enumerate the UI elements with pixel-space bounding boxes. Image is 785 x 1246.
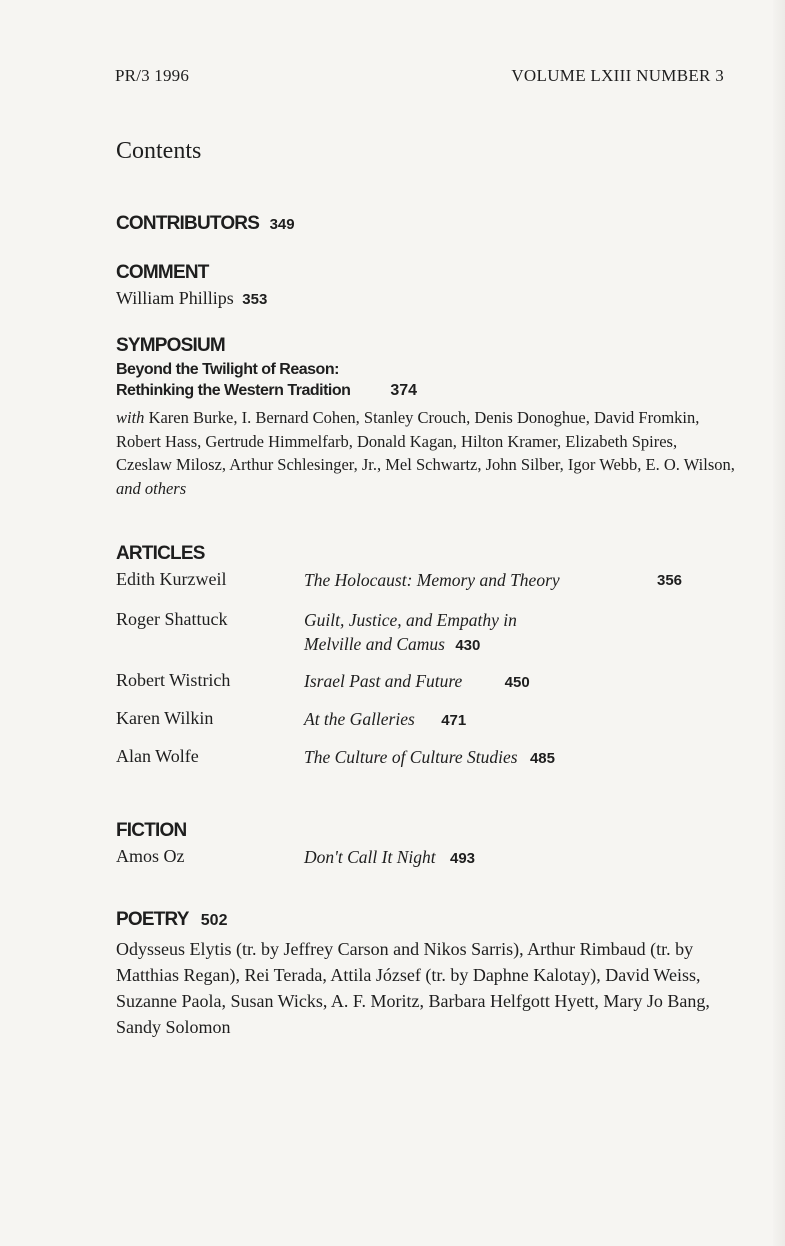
with-label: with xyxy=(116,408,145,427)
article-page: 430 xyxy=(455,637,481,654)
symposium-subtitle-line2 xyxy=(116,382,417,400)
symposium-participants xyxy=(116,406,736,500)
article-author: Edith Kurzweil xyxy=(116,569,227,589)
fiction-title-text: Don't Call It Night xyxy=(304,847,436,867)
contributors-heading xyxy=(116,213,295,235)
article-author: Karen Wilkin xyxy=(116,708,214,728)
articles-heading: ARTICLES xyxy=(116,543,205,564)
fiction-title xyxy=(304,846,475,870)
article-title xyxy=(304,569,560,592)
symposium-subtitle-text: Rethinking the Western Tradition xyxy=(116,382,351,399)
contributors-page: 349 xyxy=(269,216,295,233)
poetry-contributors: Odysseus Elytis (tr. by Jeffrey Carson and Nikos Sarris), Arthur Rimbaud (tr. by Matthias Regan), Rei Terada, Attila József (tr. by Daphne Kalotay), David Weiss, Suzanne Paola, Susan Wicks, A. F. Moritz, Barbara Helfgott Hyett, Mary Jo Bang, Sandy Solomon xyxy=(116,939,710,1037)
article-title-line1: Guilt, Justice, and Empathy in xyxy=(304,610,517,630)
poetry-page: 502 xyxy=(200,912,228,929)
article-title-text: Melville and Camus xyxy=(304,634,445,654)
article-page: 450 xyxy=(504,674,530,691)
article-title-text: At the Galleries xyxy=(304,709,415,729)
volume-label: VOLUME LXIII NUMBER 3 xyxy=(511,66,724,85)
issue-label: PR/3 1996 xyxy=(115,66,190,85)
participants-list: Karen Burke, I. Bernard Cohen, Stanley Crouch, Denis Donoghue, David Fromkin, Robert Hass, Gertrude Himmelfarb, Donald Kagan, Hilton Kramer, Elizabeth Spires, Czeslaw Milosz, Arthur Schlesinger, Jr., Mel Schwartz, John Silber, Igor Webb, E. O. Wilson, xyxy=(116,408,735,474)
symposium-heading: SYMPOSIUM xyxy=(116,335,225,356)
article-author: Alan Wolfe xyxy=(116,746,199,766)
comment-page: 353 xyxy=(242,291,268,308)
comment-author: William Phillips xyxy=(116,288,234,308)
page-title: Contents xyxy=(116,138,202,164)
article-author: Roger Shattuck xyxy=(116,609,228,629)
others-label: and others xyxy=(116,478,187,498)
fiction-page: 493 xyxy=(449,850,476,867)
article-title xyxy=(304,708,466,732)
article-title-text: The Culture of Culture Studies xyxy=(304,747,518,767)
article-title-text: Israel Past and Future xyxy=(304,671,463,691)
contributors-label: CONTRIBUTORS xyxy=(116,213,260,234)
article-page: 485 xyxy=(529,750,555,767)
symposium-subtitle-line1: Beyond the Twilight of Reason: xyxy=(116,361,339,378)
poetry-heading xyxy=(116,909,227,931)
symposium-page: 374 xyxy=(390,382,418,399)
comment-entry xyxy=(116,288,267,309)
article-title-line2 xyxy=(304,633,480,657)
poetry-label: POETRY xyxy=(116,909,189,930)
fiction-heading: FICTION xyxy=(116,820,187,841)
comment-heading: COMMENT xyxy=(116,262,209,283)
article-page: 356 xyxy=(657,572,683,589)
page-edge xyxy=(773,0,785,1246)
article-title xyxy=(304,670,530,694)
article-author: Robert Wistrich xyxy=(116,670,231,690)
fiction-author: Amos Oz xyxy=(116,846,185,866)
article-title xyxy=(304,746,555,770)
article-page: 471 xyxy=(441,712,467,729)
article-title-text: The Holocaust: Memory and Theory xyxy=(304,570,560,590)
